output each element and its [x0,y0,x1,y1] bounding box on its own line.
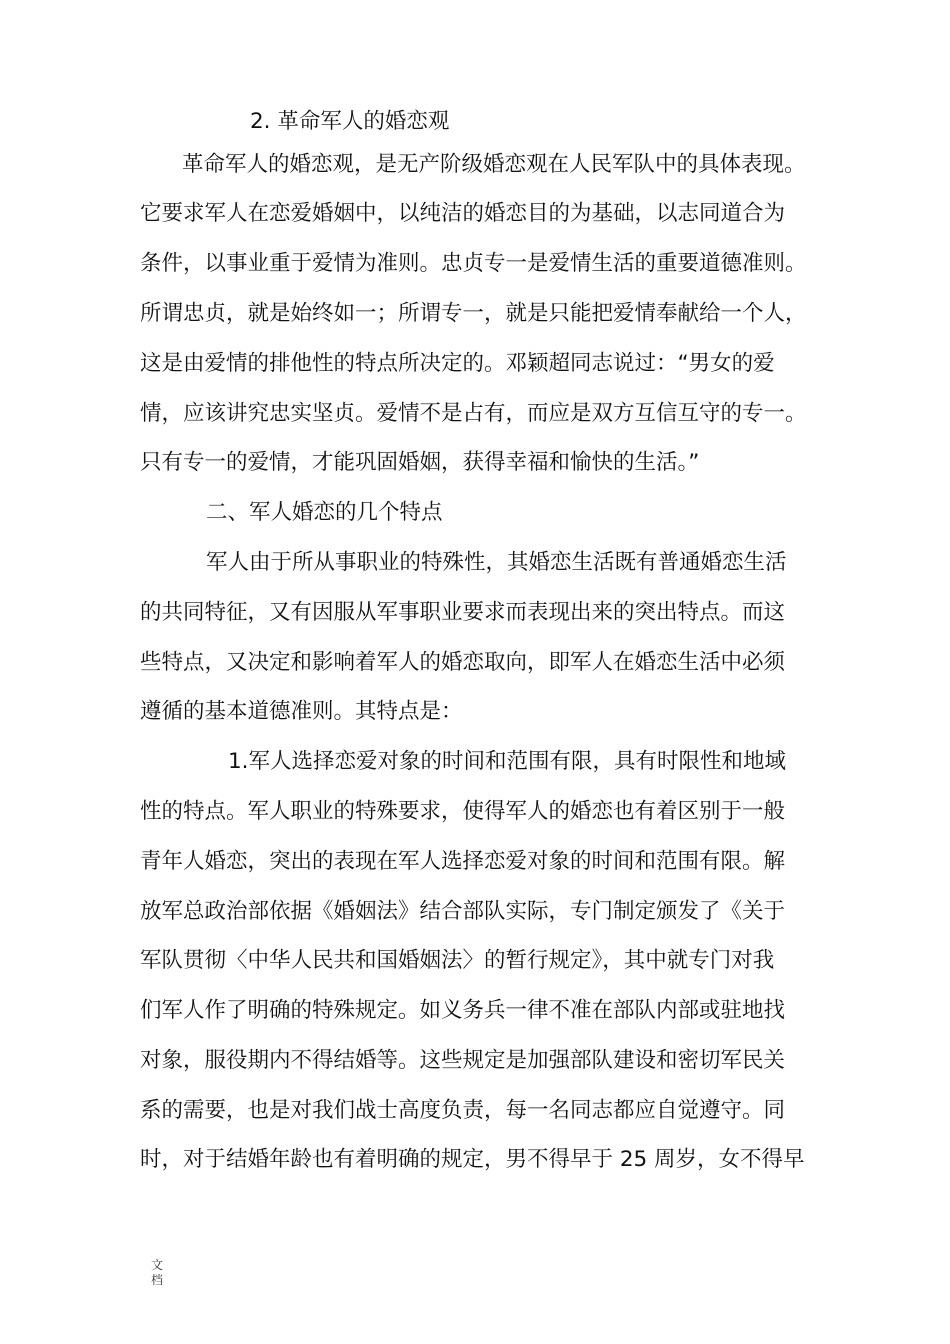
paragraph-line: 对象，服役期内不得结婚等。这些规定是加强部队建设和密切军民关 [140,1048,786,1073]
paragraph-line: 只有专一的爱情，才能巩固婚姻，获得幸福和愉快的生活。” [140,450,700,475]
paragraph-line: 这是由爱情的排他性的特点所决定的。邓颖超同志说过：“男女的爱 [140,351,775,376]
paragraph-line: 们军人作了明确的特殊规定。如义务兵一律不准在部队内部或驻地找 [140,998,786,1023]
paragraph-line: 条件，以事业重于爱情为准则。忠贞专一是爱情生活的重要道德准则。 [140,251,807,276]
paragraph-line: 它要求军人在恋爱婚姻中，以纯洁的婚恋目的为基础，以志同道合为 [140,201,786,226]
paragraph-line: 些特点，又决定和影响着军人的婚恋取向，即军人在婚恋生活中必须 [140,650,786,675]
paragraph-line: 革命军人的婚恋观，是无产阶级婚恋观在人民军队中的具体表现。 [182,152,806,177]
section-heading-er: 二、军人婚恋的几个特点 [206,500,443,525]
paragraph-line: 情，应该讲究忠实坚贞。爱情不是占有，而应是双方互信互守的专一。 [140,401,807,426]
paragraph-line: 时，对于结婚年龄也有着明确的规定，男不得早于 25 周岁，女不得早 [140,1147,805,1172]
footer-label: 文档 [151,1258,164,1287]
paragraph-line: 军人由于所从事职业的特殊性，其婚恋生活既有普通婚恋生活 [206,550,787,575]
paragraph-line: 遵循的基本道德准则。其特点是： [140,699,463,724]
paragraph-line: 青年人婚恋，突出的表现在军人选择恋爱对象的时间和范围有限。解 [140,849,786,874]
paragraph-line: 军队贯彻〈中华人民共和国婚姻法〉的暂行规定》，其中就专门对我 [140,948,775,973]
list-item-1: 1.军人选择恋爱对象的时间和范围有限，具有时限性和地域 [228,749,787,774]
paragraph-line: 系的需要，也是对我们战士高度负责，每一名同志都应自觉遵守。同 [140,1098,786,1123]
paragraph-line: 放军总政治部依据《婚姻法》结合部队实际，专门制定颁发了《关于 [140,899,786,924]
paragraph-line: 性的特点。军人职业的特殊要求，使得军人的婚恋也有着区别于一般 [140,799,786,824]
paragraph-line: 所谓忠贞，就是始终如一；所谓专一，就是只能把爱情奉献给一个人， [140,301,807,326]
paragraph-line: 的共同特征，又有因服从军事职业要求而表现出来的突出特点。而这 [140,600,786,625]
section-heading-2: 2. 革命军人的婚恋观 [250,109,450,134]
